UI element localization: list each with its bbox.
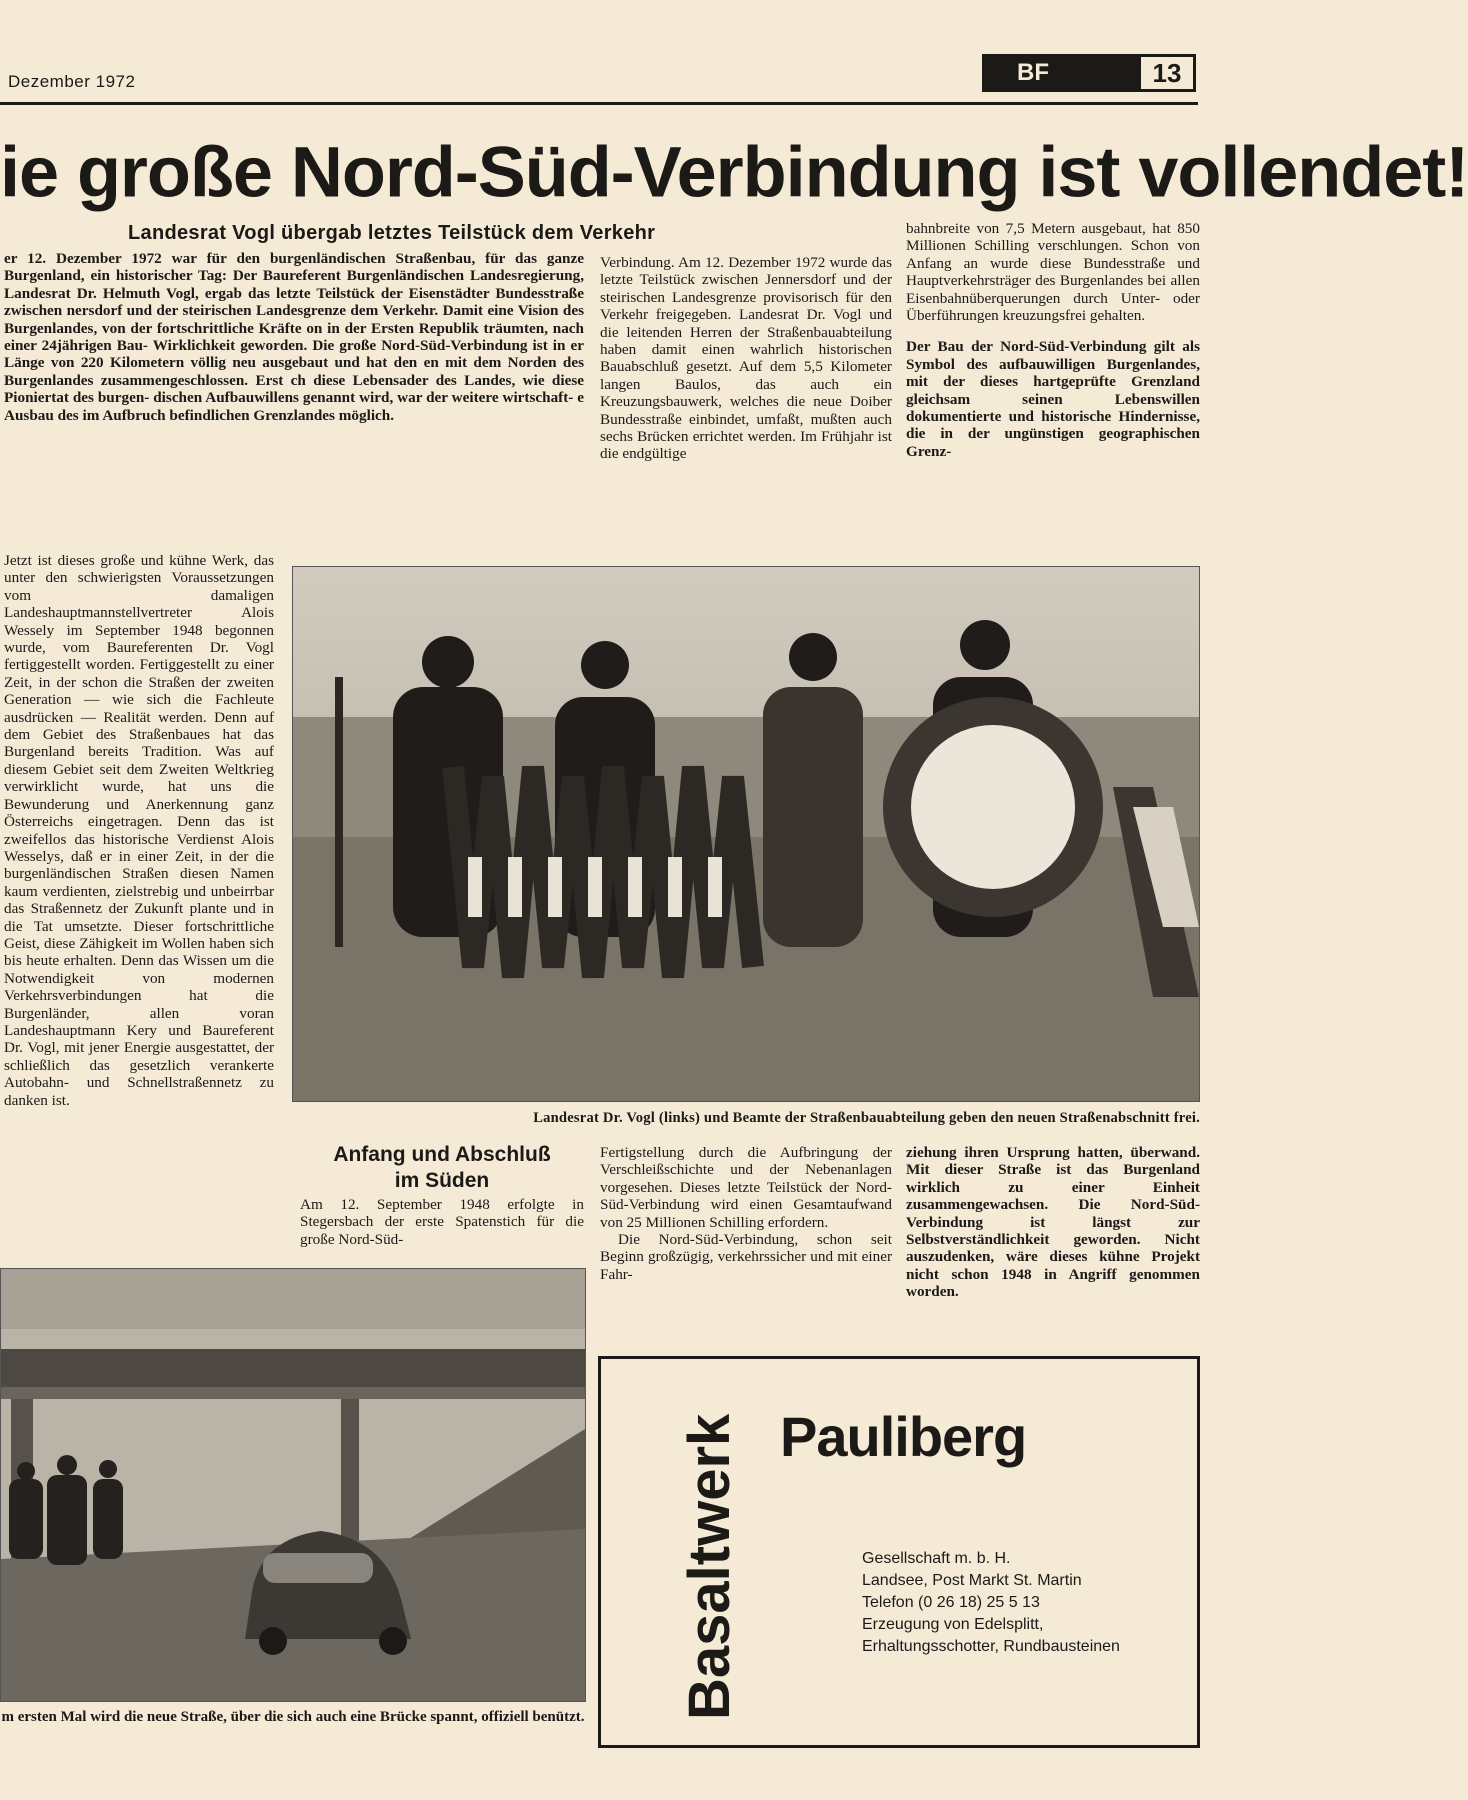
ad-phone: Telefon (0 26 18) 25 5 13 (862, 1594, 1040, 1611)
middle-a-paragraph-1: Fertigstellung durch die Aufbringung der Verschleißschichte und der Nebenanlagen vorgesehen. Dieses letzte Teilstück der Nord-Süd-Verbindung wird einen Gesamtaufwand von 25 Millionen Schilling erfordern. (600, 1144, 892, 1231)
middle-column-b: ziehung ihren Ursprung hatten, überwand. Mit dieser Straße ist das Burgenland wirklich zu einer Einheit zusammengewachsen. Die Nord-Süd-Verbindung ist längst zur Selbstverständlichkeit geworden. Nicht auszudenken, wäre dieses kühne Projekt nicht schon 1948 in Angriff genommen worden. (906, 1144, 1200, 1301)
column-b-paragraph-2: Der Bau der Nord-Süd-Verbindung gilt als Symbol des aufbauwilligen Burgenlandes, mit der dieses hartgeprüfte Grenzland gleichsam seinen Lebenswillen dokumentierte und historische Hindernisse, die in der ungünstigen geographischen Grenz- (906, 338, 1200, 460)
magazine-logo: BF (985, 57, 1138, 89)
ad-vertical-title: Basaltwerk (677, 1413, 742, 1720)
column-b-top (906, 220, 1200, 548)
lead-paragraph: er 12. Dezember 1972 war für den burgenländischen Straßenbau, für das ganze Burgenland, ein historischer Tag: Der Baureferent Burgenländischen Landesregierung, Landesrat Dr. Helmuth Vogl, ergab das letzte Teilstück der Eisenstädter Bundesstraße zwischen nersdorf und der steirischen Landesgrenze dem Verkehr. Damit eine Vision des Burgenlandes, von der fortschrittliche Kräfte on in der Ersten Republik träumten, nach einer 24jährigen Bau- Wirklichkeit geworden. Die große Nord-Süd-Verbindung ist in er Länge von 220 Kilometern völlig neu ausgebaut und hat den en mit dem Norden des Burgenlandes zusammengeschlossen. Erst ch diese Lebensader des Landes, wie diese Pioniertat des burgen- dischen Aufbauwillens genannt wird, war der weitere wirtschaft- e Ausbau des im Aufbruch befindlichen Grenzlandes möglich. (4, 250, 584, 424)
issue-date: Dezember 1972 (8, 72, 136, 91)
section-subheadline-line1: Anfang und Abschluß (333, 1143, 551, 1166)
page-number: 13 (1138, 57, 1193, 89)
ad-line: Gesellschaft m. b. H. (862, 1550, 1011, 1567)
ad-company-name: Pauliberg (780, 1405, 1027, 1468)
header-rule (0, 102, 1198, 105)
ad-line: Erhaltungsschotter, Rundbausteinen (862, 1638, 1120, 1655)
left-column: Jetzt ist dieses große und kühne Werk, das unter den schwierigsten Voraussetzungen vom damaligen Landeshauptmannstellvertreter Alois Wessely im September 1948 begonnen wurde, vom Baureferenten Dr. Vogl fertiggestellt worden. Fertiggestellt zu einer Zeit, in der schon die Straßen der zweiten Generation — wie sich die Fachleute ausdrücken — Realität werden. Denn auf dem Gebiet des Straßenbaues hat das Burgenland bereits Tradition. Was auf diesem Gebiet seit dem Zweiten Weltkrieg verwirklicht wurde, hat uns die Bewunderung und Anerkennung ganz Österreichs eingetragen. Denn das ist zweifellos das historische Verdienst Alois Wesselys, daß er in einer Zeit, in der die burgenländischen Straßen diesen Namen kaum verdienten, zielstrebig und unbeirrbar das Straßennetz der Zukunft plante und in die Tat umsetzte. Dieser fortschrittliche Geist, diese Zähigkeit im Wollen haben sich bis heute erhalten. Denn das Wissen um die Notwendigkeit von modernen Verkehrsverbindungen hat die Burgenländer, allen voran Landeshauptmann Kery und Baureferent Dr. Vogl, mit jener Energie ausgestattet, der schließlich das gesetzlich verankerte Autobahn- und Schnellstraßennetz zu danken ist. (4, 552, 274, 1109)
column-a-top: Verbindung. Am 12. Dezember 1972 wurde das letzte Teilstück zwischen Jennersdorf und der steirischen Landesgrenze provisorisch für den Verkehr freigegeben. Landesrat Dr. Vogl und die leitenden Herren der Straßenbauabteilung haben damit einen wahrlich historischen Bauabschluß gesetzt. Auf dem 5,5 Kilometer langen Baulos, das auch ein Kreuzungsbauwerk, welches die neue Doiber Bundesstraße einbindet, umfaßt, mußten auch sechs Brücken errichtet werden. Im Frühjahr ist die endgültige (600, 254, 892, 463)
article-headline: ie große Nord-Süd-Verbindung ist vollendet! (0, 132, 1468, 213)
middle-column-a (600, 1144, 892, 1316)
photo1-caption: Landesrat Dr. Vogl (links) und Beamte der Straßenbauabteilung geben den neuen Straßenabschnitt frei. (533, 1110, 1200, 1126)
middle-left-text: Am 12. September 1948 erfolgte in Stegersbach der erste Spatenstich für die große Nord-Süd- (300, 1196, 584, 1248)
section-subheadline (300, 1142, 584, 1194)
section-subheadline-line2: im Süden (394, 1169, 490, 1192)
column-b-paragraph-1: bahnbreite von 7,5 Metern ausgebaut, hat 850 Millionen Schilling verschlungen. Schon von Anfang an wurde diese Bundesstraße und Hauptverkehrsträger des Burgenlandes bei allen Eisenbahnüberquerungen durch Unter- oder Überführungen kreuzungsfrei gehalten. (906, 220, 1200, 325)
photo-officials-opening-road (292, 566, 1200, 1102)
magazine-badge (982, 54, 1196, 92)
photo2-caption: m ersten Mal wird die neue Straße, über die sich auch eine Brücke spannt, offiziell benützt. (1, 1709, 585, 1725)
ad-line: Landsee, Post Markt St. Martin (862, 1572, 1082, 1589)
article-subheadline: Landesrat Vogl übergab letztes Teilstück dem Verkehr (128, 222, 656, 244)
ad-contact-details (862, 1548, 1120, 1658)
photo-car-under-bridge (0, 1268, 586, 1702)
middle-a-paragraph-2: Die Nord-Süd-Verbindung, schon seit Beginn großzügig, verkehrssicher und mit einer Fahr- (600, 1231, 892, 1283)
ad-line: Erzeugung von Edelsplitt, (862, 1616, 1044, 1633)
